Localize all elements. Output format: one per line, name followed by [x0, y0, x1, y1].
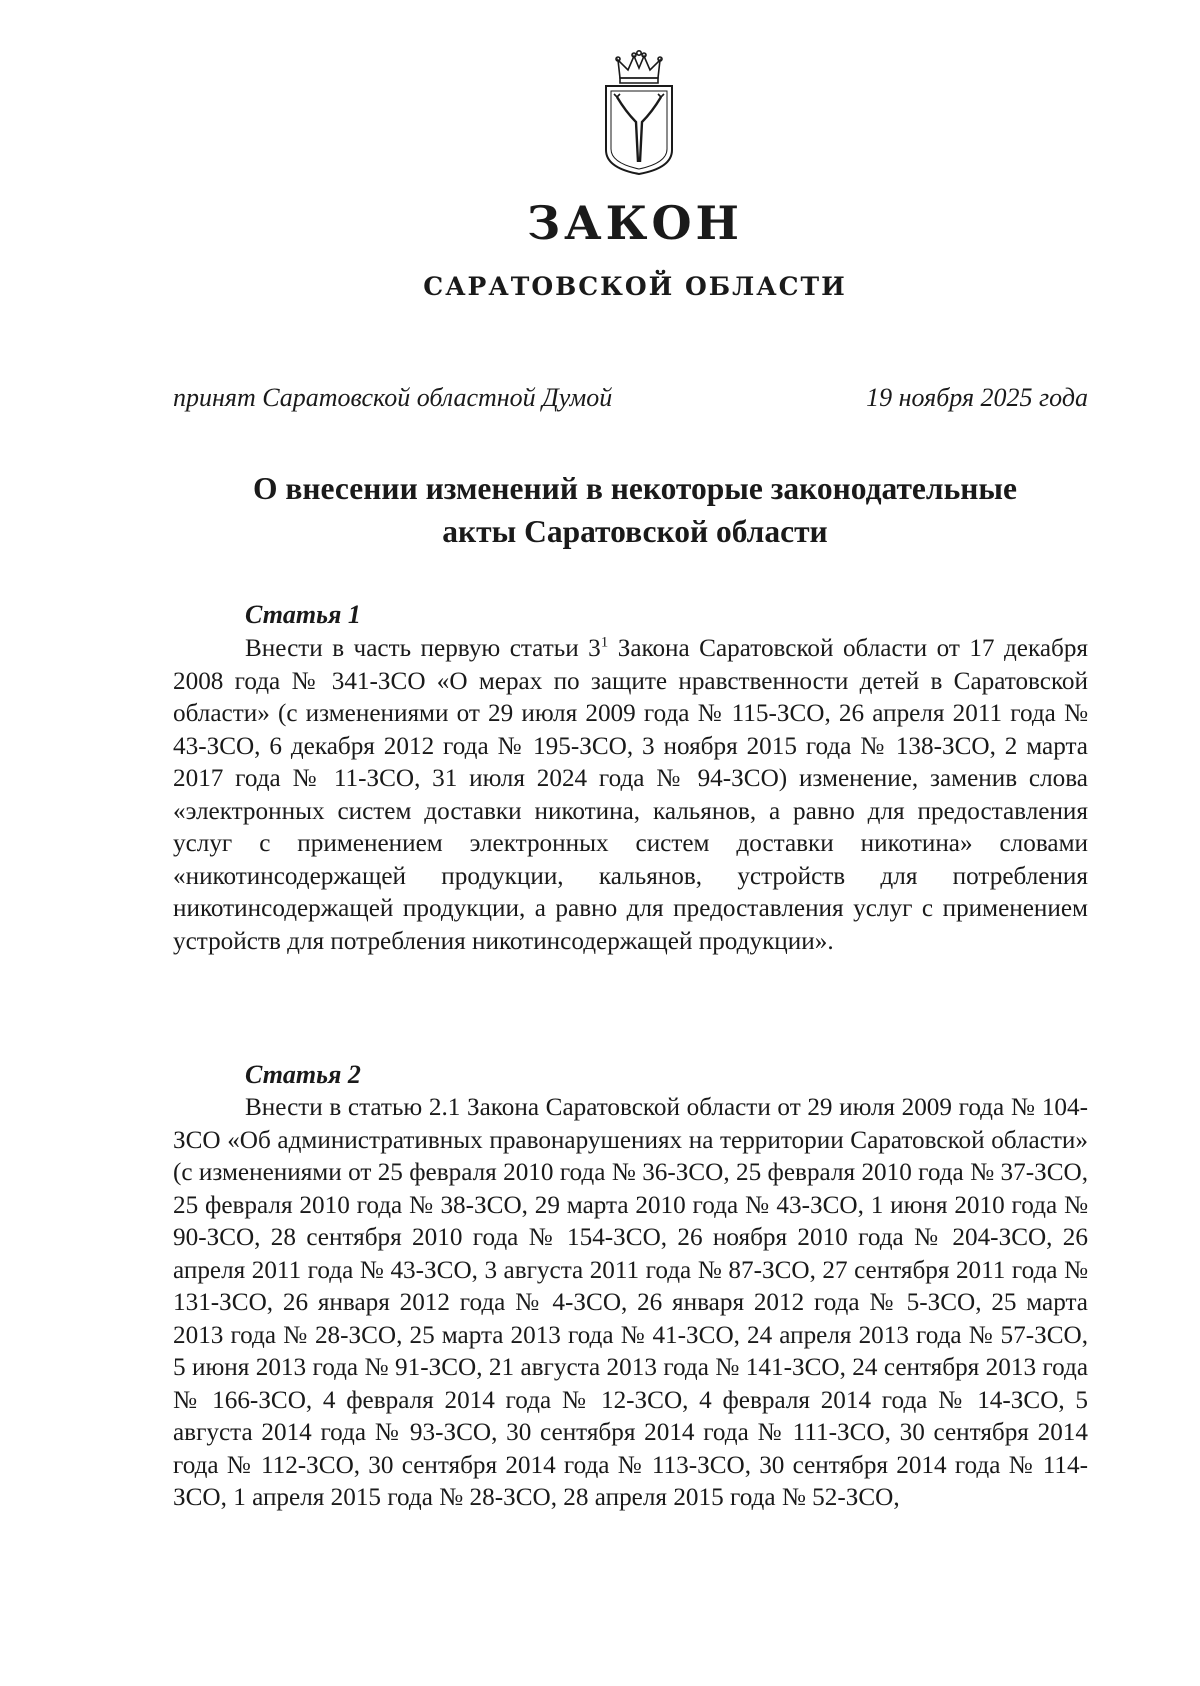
law-heading-line: акты Саратовской области [442, 514, 828, 549]
law-heading-line: О внесении изменений в некоторые законодательные [253, 471, 1017, 506]
article-2-title: Статья 2 [245, 1060, 361, 1089]
article-2-body: Внести в статью 2.1 Закона Саратовской области от 29 июля 2009 года № 104-ЗСО «Об административных правонарушениях на территории Саратовской области» (с изменениями от 25 февраля 2010 года № 36-ЗСО, 25 февраля 2010 года № 37-ЗСО, 25 февраля 2010 года № 38-ЗСО, 29 марта 2010 года № 43-ЗСО, 1 июня 2010 года № 90-ЗСО, 28 сентября 2010 года № 154-ЗСО, 26 ноября 2010 года № 204-ЗСО, 26 апреля 2011 года № 43-ЗСО, 3 августа 2011 года № 87-ЗСО, 27 сентября 2011 года № 131-ЗСО, 26 января 2012 года № 4-ЗСО, 26 января 2012 года № 5-ЗСО, 25 марта 2013 года № 28-ЗСО, 25 марта 2013 года № 41-ЗСО, 24 апреля 2013 года № 57-ЗСО, 5 июня 2013 года № 91-ЗСО, 21 августа 2013 года № 141-ЗСО, 24 сентября 2013 года № 166-ЗСО, 4 февраля 2014 года № 12-ЗСО, 4 февраля 2014 года № 14-ЗСО, 5 августа 2014 года № 93-ЗСО, 30 сентября 2014 года № 111-ЗСО, 30 сентября 2014 года № 112-ЗСО, 30 сентября 2014 года № 113-ЗСО, 30 сентября 2014 года № 114-ЗСО, 1 апреля 2015 года № 28-ЗСО, 28 апреля 2015 года № 52-ЗСО, [173, 1094, 1088, 1511]
adopted-by: принят Саратовской областной Думой [173, 383, 613, 412]
region-name: САРАТОВСКОЙ ОБЛАСТИ [423, 272, 847, 301]
adoption-date: 19 ноября 2025 года [866, 383, 1088, 412]
saratov-coat-of-arms-icon [598, 50, 680, 176]
article-1-superscript: 1 [600, 634, 609, 651]
article-1-text-b: Закона Саратовской области от 17 декабря 2008 года № 341-ЗСО «О мерах по защите нравственности детей в Саратовской области» (с изменениями от 29 июля 2009 года № 115-ЗСО, 26 апреля 2011 года № 43-ЗСО, 6 декабря 2012 года № 195-ЗСО, 3 ноября 2015 года № 138-ЗСО, 2 марта 2017 года № 11-ЗСО, 31 июля 2024 года № 94-ЗСО) изменение, заменив слова «электронных систем доставки никотина, кальянов, а равно для предоставления услуг с применением электронных систем доставки никотина» словами «никотинсодержащей продукции, кальянов, устройств для потребления никотинсодержащей продукции, а равно для предоставления услуг с применением устройств для потребления никотинсодержащей продукции». [173, 635, 1089, 955]
article-1-title: Статья 1 [245, 600, 361, 629]
article-1-body [173, 633, 1088, 958]
law-heading [150, 467, 1120, 553]
law-title: ЗАКОН [526, 196, 744, 250]
article-1-text-a: Внести в часть первую статьи 3 [245, 635, 601, 662]
